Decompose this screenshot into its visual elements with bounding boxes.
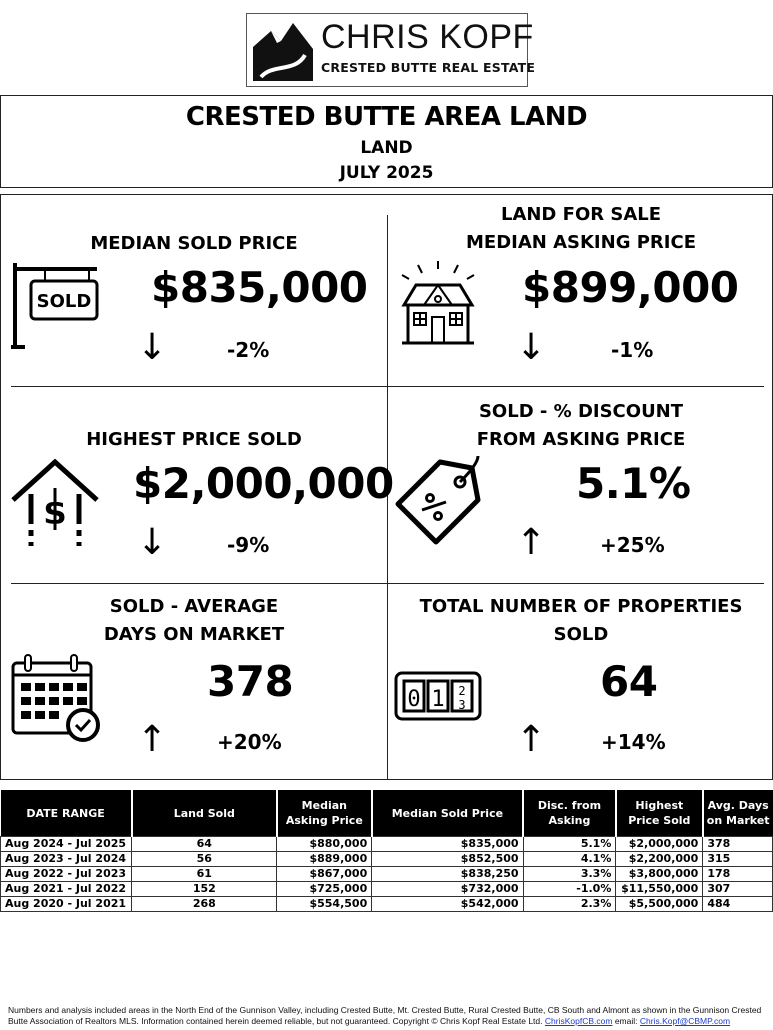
cell-date-range: Aug 2022 - Jul 2023 xyxy=(1,867,132,882)
arrow-down-icon: ↓ xyxy=(137,327,168,368)
sold-sign-icon xyxy=(11,261,101,351)
metric-value: $835,000 xyxy=(151,263,368,312)
cell-avg-days: 307 xyxy=(703,882,773,897)
metric-label-line1: TOTAL NUMBER OF PROPERTIES xyxy=(419,596,743,617)
counter-icon xyxy=(394,671,482,723)
calendar-check-icon xyxy=(11,653,101,745)
report-period: JULY 2025 xyxy=(339,163,434,183)
cell-median-asking: $725,000 xyxy=(277,882,372,897)
metric-label-line1: SOLD - AVERAGE xyxy=(109,596,279,617)
website-link[interactable]: ChrisKopfCB.com xyxy=(544,1016,613,1026)
history-table xyxy=(0,790,773,912)
cell-avg-days: 315 xyxy=(703,852,773,867)
report-subtitle: LAND xyxy=(360,138,413,158)
column-header: Avg. Days on Market xyxy=(703,790,773,837)
cell-date-range: Aug 2021 - Jul 2022 xyxy=(1,882,132,897)
logo-name: CHRIS KOPF xyxy=(321,18,534,56)
cell-highest-sold: $2,000,000 xyxy=(616,837,703,852)
metric-label-line1: SOLD - % DISCOUNT xyxy=(478,401,684,422)
svg-text:0: 0 xyxy=(407,687,421,712)
table-row xyxy=(1,837,773,852)
cell-avg-days: 378 xyxy=(703,837,773,852)
cell-avg-days: 178 xyxy=(703,867,773,882)
cell-median-sold: $852,500 xyxy=(372,852,523,867)
arrow-up-icon: ↑ xyxy=(516,522,547,563)
metric-change: +20% xyxy=(217,730,282,754)
cell-median-sold: $542,000 xyxy=(372,897,523,912)
table-row xyxy=(1,852,773,867)
metric-change: -1% xyxy=(611,338,654,362)
metric-change: -2% xyxy=(227,338,270,362)
metric-label-line2: SOLD xyxy=(553,624,609,645)
metric-label: MEDIAN SOLD PRICE xyxy=(90,233,298,254)
metric-median-asking-price xyxy=(388,195,773,390)
metrics-grid xyxy=(0,194,773,780)
cell-median-asking: $880,000 xyxy=(277,837,372,852)
cell-discount: 3.3% xyxy=(523,867,616,882)
metric-median-sold-price xyxy=(1,195,387,390)
arrow-down-icon: ↓ xyxy=(137,522,168,563)
metric-label-line1: LAND FOR SALE xyxy=(500,204,662,225)
cell-date-range: Aug 2024 - Jul 2025 xyxy=(1,837,132,852)
column-header: Median Sold Price xyxy=(372,790,523,837)
house-icon xyxy=(396,259,480,351)
cell-highest-sold: $3,800,000 xyxy=(616,867,703,882)
cell-land-sold: 152 xyxy=(132,882,277,897)
column-header: Disc. from Asking xyxy=(523,790,616,837)
footer-line1: Numbers and analysis included areas in the North End of the Gunnison Valley, including Crested Butte, Mt. Crested Butte, Rural Crested Butte, CB South and Almont as shown in the Gunnison Crested xyxy=(8,1005,762,1015)
svg-text:SOLD: SOLD xyxy=(36,291,92,312)
metric-label-line2: MEDIAN ASKING PRICE xyxy=(465,232,696,253)
cell-land-sold: 64 xyxy=(132,837,277,852)
metric-total-properties-sold xyxy=(388,589,773,784)
column-header: Median Asking Price xyxy=(277,790,372,837)
table-row xyxy=(1,882,773,897)
cell-avg-days: 484 xyxy=(703,897,773,912)
cell-median-sold: $835,000 xyxy=(372,837,523,852)
svg-text:3: 3 xyxy=(458,698,466,712)
metric-value: 64 xyxy=(600,657,658,706)
report-title: CRESTED BUTTE AREA LAND xyxy=(185,102,588,132)
metric-discount-from-asking xyxy=(388,392,773,587)
cell-median-asking: $889,000 xyxy=(277,852,372,867)
footer-disclaimer xyxy=(8,1005,768,1027)
logo-subtitle: CRESTED BUTTE REAL ESTATE xyxy=(321,60,536,75)
metric-value: $899,000 xyxy=(522,263,739,312)
metric-change: -9% xyxy=(227,533,270,557)
report-header xyxy=(0,95,773,188)
arrow-up-icon: ↑ xyxy=(137,719,168,760)
email-link[interactable]: Chris.Kopf@CBMP.com xyxy=(639,1016,731,1026)
cell-highest-sold: $2,200,000 xyxy=(616,852,703,867)
metric-change: +14% xyxy=(601,730,666,754)
cell-land-sold: 268 xyxy=(132,897,277,912)
table-row xyxy=(1,897,773,912)
cell-discount: 2.3% xyxy=(523,897,616,912)
cell-discount: 4.1% xyxy=(523,852,616,867)
arrow-up-icon: ↑ xyxy=(516,719,547,760)
metric-value: 378 xyxy=(207,657,294,706)
metric-change: +25% xyxy=(600,533,665,557)
table-row xyxy=(1,867,773,882)
cell-discount: -1.0% xyxy=(523,882,616,897)
mountain-logo-icon xyxy=(253,19,313,81)
svg-text:1: 1 xyxy=(431,687,445,712)
cell-highest-sold: $5,500,000 xyxy=(616,897,703,912)
cell-land-sold: 61 xyxy=(132,867,277,882)
metric-value: $2,000,000 xyxy=(133,459,394,508)
arrow-down-icon: ↓ xyxy=(516,327,547,368)
column-header: Highest Price Sold xyxy=(616,790,703,837)
cell-median-asking: $554,500 xyxy=(277,897,372,912)
cell-discount: 5.1% xyxy=(523,837,616,852)
metric-highest-price-sold xyxy=(1,392,394,587)
cell-date-range: Aug 2023 - Jul 2024 xyxy=(1,852,132,867)
metric-value: 5.1% xyxy=(576,459,691,508)
cell-median-sold: $732,000 xyxy=(372,882,523,897)
footer-line2: Butte Association of Realtors MLS. Information contained herein deemed reliable, but not guaranteed. Copyright © Chris Kopf Real Estate Ltd. xyxy=(8,1016,543,1026)
svg-text:$: $ xyxy=(43,493,67,533)
metric-average-days-on-market xyxy=(1,589,387,784)
column-header: DATE RANGE xyxy=(1,790,132,837)
cell-median-sold: $838,250 xyxy=(372,867,523,882)
svg-text:2: 2 xyxy=(458,684,466,698)
cell-date-range: Aug 2020 - Jul 2021 xyxy=(1,897,132,912)
metric-label-line2: DAYS ON MARKET xyxy=(103,624,285,645)
cell-median-asking: $867,000 xyxy=(277,867,372,882)
house-dollar-icon xyxy=(11,458,99,546)
discount-tag-icon xyxy=(394,454,486,546)
table-header-row xyxy=(1,790,773,837)
logo xyxy=(246,13,536,87)
email-label: email: xyxy=(614,1016,638,1026)
column-header: Land Sold xyxy=(132,790,277,837)
cell-highest-sold: $11,550,000 xyxy=(616,882,703,897)
cell-land-sold: 56 xyxy=(132,852,277,867)
footer-line2-wrap xyxy=(8,1016,768,1027)
metric-label: HIGHEST PRICE SOLD xyxy=(86,429,302,450)
metric-label-line2: FROM ASKING PRICE xyxy=(476,429,686,450)
